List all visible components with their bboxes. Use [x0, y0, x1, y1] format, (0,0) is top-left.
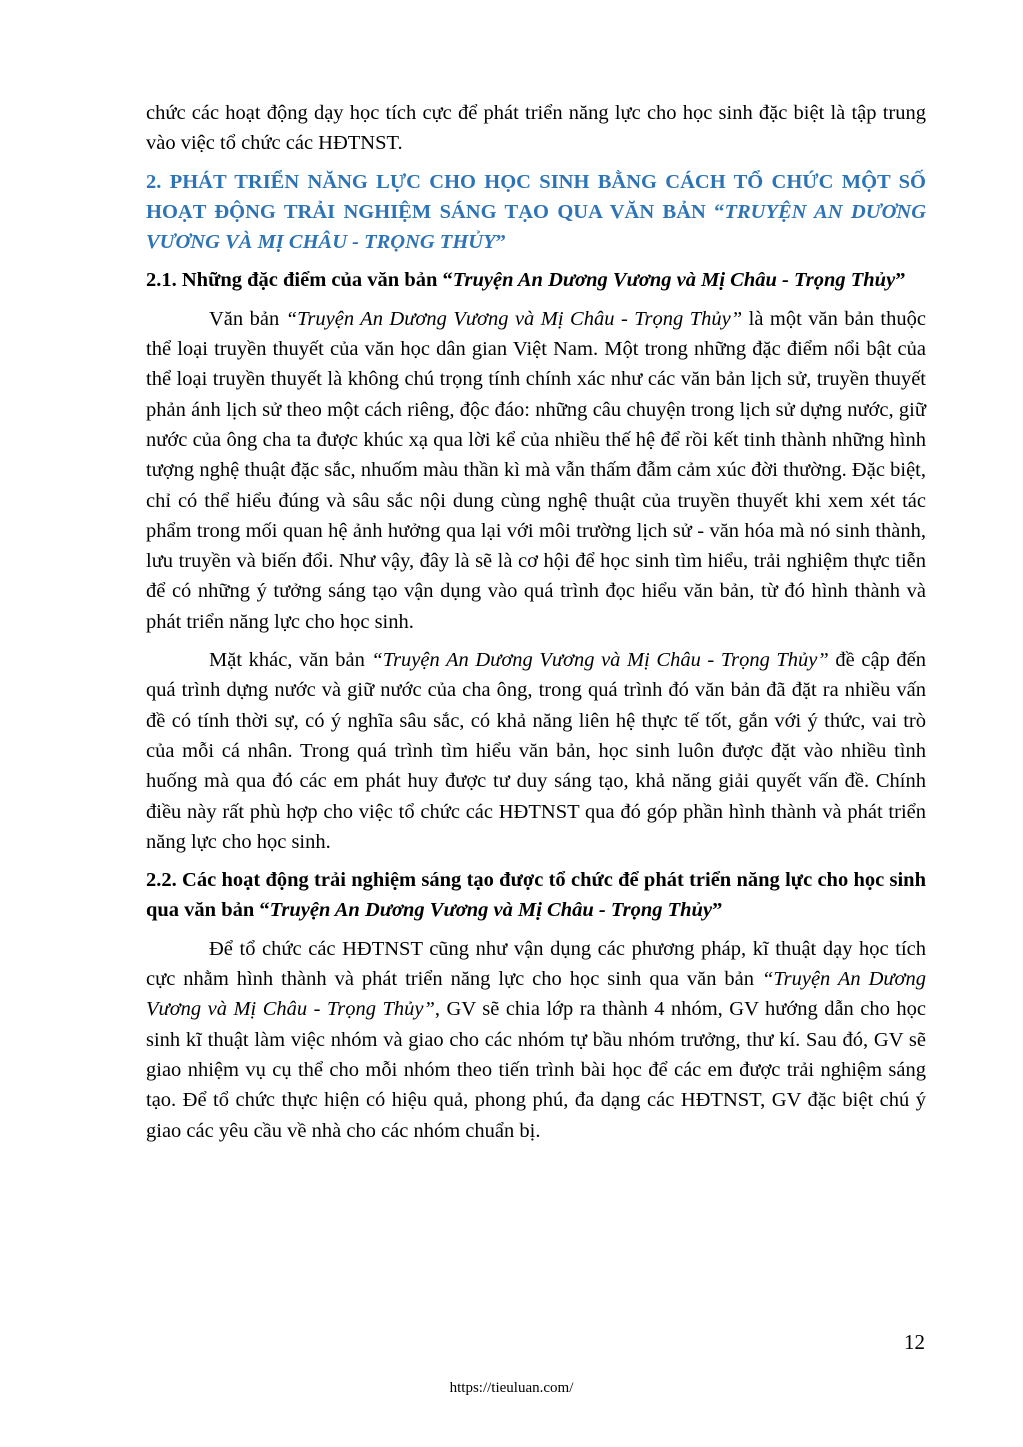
- subsection-heading-2-1: 2.1. Những đặc điểm của văn bản “Truyện An Dương Vương và Mị Châu - Trọng Thủy”: [146, 269, 906, 292]
- footer-url: https://tieuluan.com/: [449, 1380, 574, 1396]
- page-number: 12: [904, 1330, 925, 1354]
- paragraph-other-side: Mặt khác, văn bản “Truyện An Dương Vương và Mị Châu - Trọng Thủy” đề cập đến quá trình dựng nước và giữ nước của cha ông, trong quá trình đó văn bản đã đặt ra nhiều vấn đề có tính thời sự, có ý nghĩa sâu sắc, có khả năng liên hệ thực tế tốt, gắn với ý thức, vai trò của mỗi cá nhân. Trong quá trình tìm hiểu văn bản, học sinh luôn được đặt vào nhiều tình huống mà qua đó các em phát huy được tư duy sáng tạo, khả năng giải quyết vấn đề. Chính điều này rất phù hợp cho việc tổ chức các HĐTNST qua đó góp phần hình thành và phát triển năng lực cho học sinh.: [146, 649, 926, 853]
- paragraph-features: Văn bản “Truyện An Dương Vương và Mị Châu - Trọng Thủy” là một văn bản thuộc thể loại truyền thuyết của văn học dân gian Việt Nam. Một trong những đặc điểm nổi bật của thể loại truyền thuyết là không chú trọng tính chính xác như các văn bản lịch sử, truyền thuyết phản ánh lịch sử theo một cách riêng, độc đáo: những câu chuyện trong lịch sử dựng nước, giữ nước của ông cha ta được khúc xạ qua lời kể của nhiều thế hệ để rồi kết tinh thành những hình tượng nghệ thuật đặc sắc, nhuốm màu thần kì mà vẫn thấm đẫm cảm xúc đời thường. Đặc biệt, chỉ có thể hiểu đúng và sâu sắc nội dung cùng nghệ thuật của truyền thuyết khi xem xét tác phẩm trong mối quan hệ ảnh hưởng qua lại với môi trường lịch sử - văn hóa mà nó sinh thành, lưu truyền và biến đổi. Như vậy, đây là sẽ là cơ hội để học sinh tìm hiểu, trải nghiệm thực tiễn để có những ý tưởng sáng tạo vận dụng vào quá trình đọc hiểu văn bản, từ đó hình thành và phát triển năng lực cho học sinh.: [146, 307, 926, 633]
- subsection-heading-2-2: 2.2. Các hoạt động trải nghiệm sáng tạo được tổ chức để phát triển năng lực cho học sinh qua văn bản “Truyện An Dương Vương và Mị Châu - Trọng Thủy”: [146, 869, 926, 922]
- paragraph-organization: Để tổ chức các HĐTNST cũng như vận dụng các phương pháp, kĩ thuật dạy học tích cực nhằm hình thành và phát triển năng lực cho học sinh qua văn bản “Truyện An Dương Vương và Mị Châu - Trọng Thủy”, GV sẽ chia lớp ra thành 4 nhóm, GV hướng dẫn cho học sinh kĩ thuật làm việc nhóm và giao cho các nhóm tự bầu nhóm trưởng, thư kí. Sau đó, GV sẽ giao nhiệm vụ cụ thể cho mỗi nhóm theo tiến trình bài học để các em được trải nghiệm sáng tạo. Để tổ chức thực hiện có hiệu quả, phong phú, đa dạng các HĐTNST, GV đặc biệt chú ý giao các yêu cầu về nhà cho các nhóm chuẩn bị.: [146, 937, 926, 1142]
- paragraph-intro: chức các hoạt động dạy học tích cực để phát triển năng lực cho học sinh đặc biệt là tập trung vào việc tổ chức các HĐTNST.: [146, 102, 926, 155]
- section-heading-2: 2. PHÁT TRIỂN NĂNG LỰC CHO HỌC SINH BẰNG CÁCH TỔ CHỨC MỘT SỐ HOẠT ĐỘNG TRẢI NGHIỆM SÁNG TẠO QUA VĂN BẢN “TRUYỆN AN DƯƠNG VƯƠNG VÀ MỊ CHÂU - TRỌNG THỦY”: [146, 170, 926, 254]
- document-page: [146, 98, 926, 1146]
